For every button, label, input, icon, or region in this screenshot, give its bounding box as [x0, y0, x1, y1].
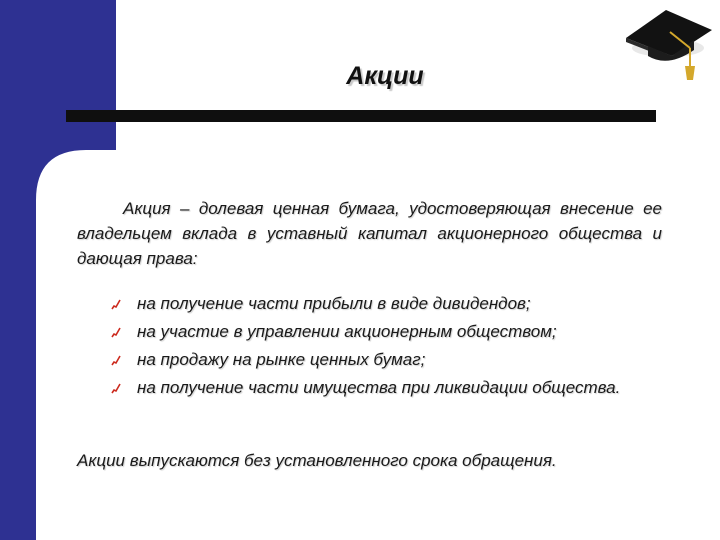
closing-note: Акции выпускаются без установленного срока обращения.: [77, 451, 557, 470]
rights-list: [107, 290, 647, 400]
list-item: [107, 318, 647, 346]
list-item-text: на получение части имущества при ликвидации общества.: [137, 378, 621, 397]
definition-paragraph: Акция – долевая ценная бумага, удостоверяющая внесение ее владельцем вклада в уставный капитал акционерного общества и дающая права:: [77, 199, 662, 268]
list-item: [107, 374, 647, 400]
check-bullet-icon: [110, 355, 122, 367]
list-item-text: на продажу на рынке ценных бумаг;: [137, 350, 426, 369]
graduation-cap-icon: [622, 4, 718, 86]
title-rule: [66, 110, 656, 122]
slide-title: Акции: [346, 62, 424, 90]
check-bullet-icon: [110, 383, 122, 395]
list-item-text: на получение части прибыли в виде дивидендов;: [137, 294, 531, 313]
check-bullet-icon: [110, 327, 122, 339]
check-bullet-icon: [110, 299, 122, 311]
list-item-text: на участие в управлении акционерным обществом;: [137, 322, 557, 341]
list-item: [107, 290, 647, 318]
list-item: [107, 346, 647, 374]
